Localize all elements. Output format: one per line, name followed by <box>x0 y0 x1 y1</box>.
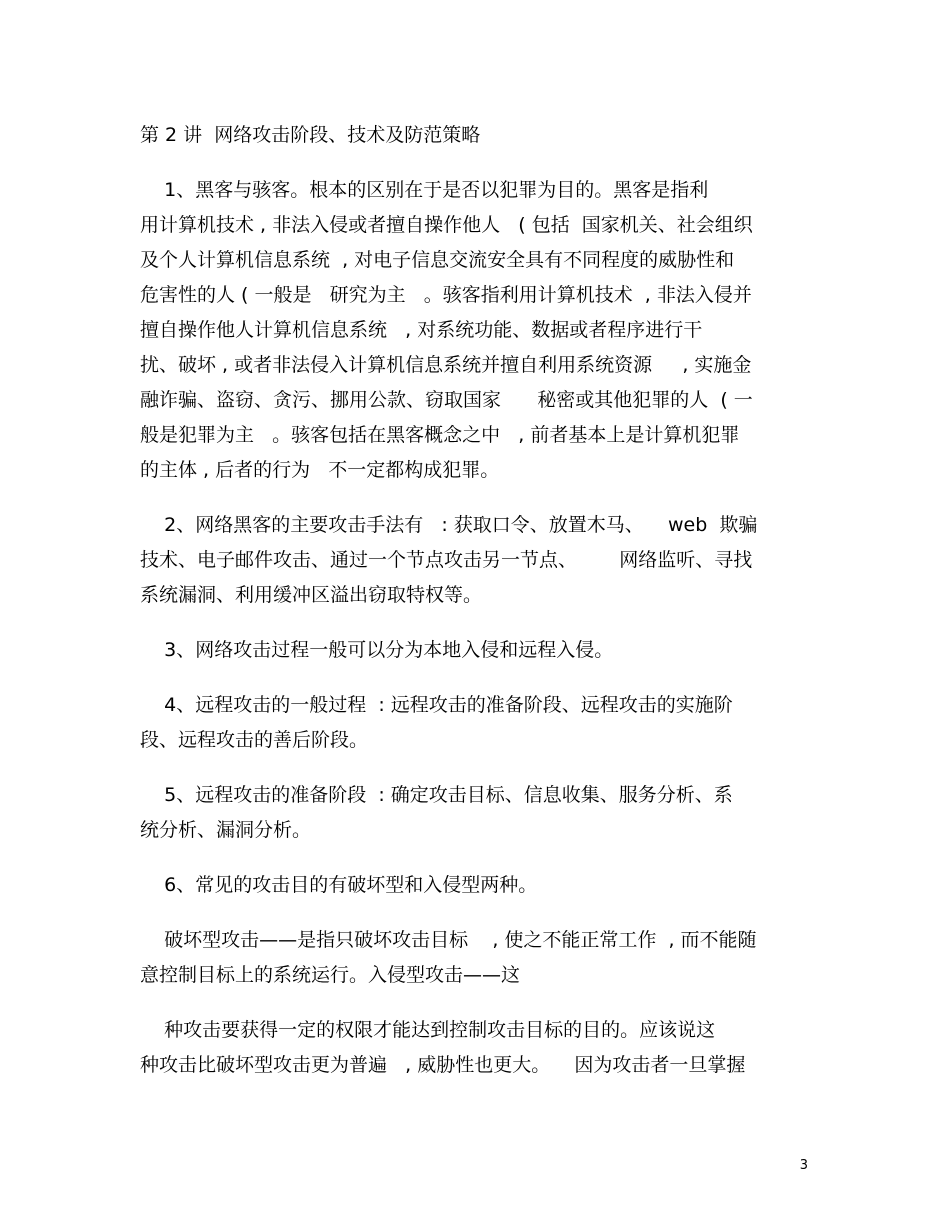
paragraph <box>140 173 810 488</box>
document-title <box>140 118 810 153</box>
paragraph-line: 破坏型攻击——是指只破坏攻击目标 , 使之不能正常工作 , 而不能随 <box>140 929 757 951</box>
paragraph-line: 6、常见的攻击目的有破坏型和入侵型两种。 <box>140 874 538 896</box>
paragraph <box>140 1013 810 1083</box>
paragraph <box>140 688 810 758</box>
page-number: 3 <box>799 1158 808 1173</box>
paragraph-line: 擅自操作他人计算机信息系统 , 对系统功能、数据或者程序进行干 <box>140 319 703 341</box>
paragraph <box>140 923 810 993</box>
title-line: 第 2 讲 网络攻击阶段、技术及防范策略 <box>140 124 481 146</box>
paragraph-line: 种攻击比破坏型攻击更为普遍 , 威胁性也更大。 因为攻击者一旦掌握 <box>140 1054 746 1076</box>
paragraph <box>140 868 810 903</box>
paragraph-line: 及个人计算机信息系统 , 对电子信息交流安全具有不同程度的威胁性和 <box>140 249 735 271</box>
paragraph-line: 扰、破坏 , 或者非法侵入计算机信息系统并擅自利用系统资源 , 实施金 <box>140 354 752 376</box>
paragraph-line: 统分析、漏洞分析。 <box>140 819 312 841</box>
paragraph-line: 1、黑客与骇客。根本的区别在于是否以犯罪为目的。黑客是指利 <box>140 179 709 201</box>
paragraph-line: 融诈骗、盗窃、贪污、挪用公款、窃取国家 秘密或其他犯罪的人 ( 一 <box>140 389 753 411</box>
paragraph-line: 意控制目标上的系统运行。入侵型攻击——这 <box>140 964 521 986</box>
paragraph-line: 3、网络攻击过程一般可以分为本地入侵和远程入侵。 <box>140 639 614 661</box>
paragraph-line: 5、远程攻击的准备阶段 : 确定攻击目标、信息收集、服务分析、系 <box>140 784 733 806</box>
paragraph <box>140 633 810 668</box>
paragraph-line: 2、网络黑客的主要攻击手法有 : 获取口令、放置木马、 web 欺骗 <box>140 514 758 536</box>
document-body <box>140 118 810 1103</box>
paragraph <box>140 778 810 848</box>
paragraph <box>140 508 810 613</box>
paragraph-line: 4、远程攻击的一般过程 : 远程攻击的准备阶段、远程攻击的实施阶 <box>140 694 733 716</box>
paragraph-line: 技术、电子邮件攻击、通过一个节点攻击另一节点、 网络监听、寻找 <box>140 549 753 571</box>
paragraph-line: 用计算机技术 , 非法入侵或者擅自操作他人 ( 包括 国家机关、社会组织 <box>140 214 753 236</box>
paragraph-line: 段、远程攻击的善后阶段。 <box>140 729 369 751</box>
paragraph-list <box>140 173 810 1083</box>
paragraph-line: 的主体 , 后者的行为 不一定都构成犯罪。 <box>140 459 500 481</box>
paragraph-line: 种攻击要获得一定的权限才能达到控制攻击目标的目的。应该说这 <box>140 1019 716 1041</box>
paragraph-line: 危害性的人 ( 一般是 研究为主 。骇客指利用计算机技术 , 非法入侵并 <box>140 284 752 306</box>
paragraph-line: 系统漏洞、利用缓冲区溢出窃取特权等。 <box>140 584 483 606</box>
paragraph-line: 般是犯罪为主 。骇客包括在黑客概念之中 , 前者基本上是计算机犯罪 <box>140 424 740 446</box>
